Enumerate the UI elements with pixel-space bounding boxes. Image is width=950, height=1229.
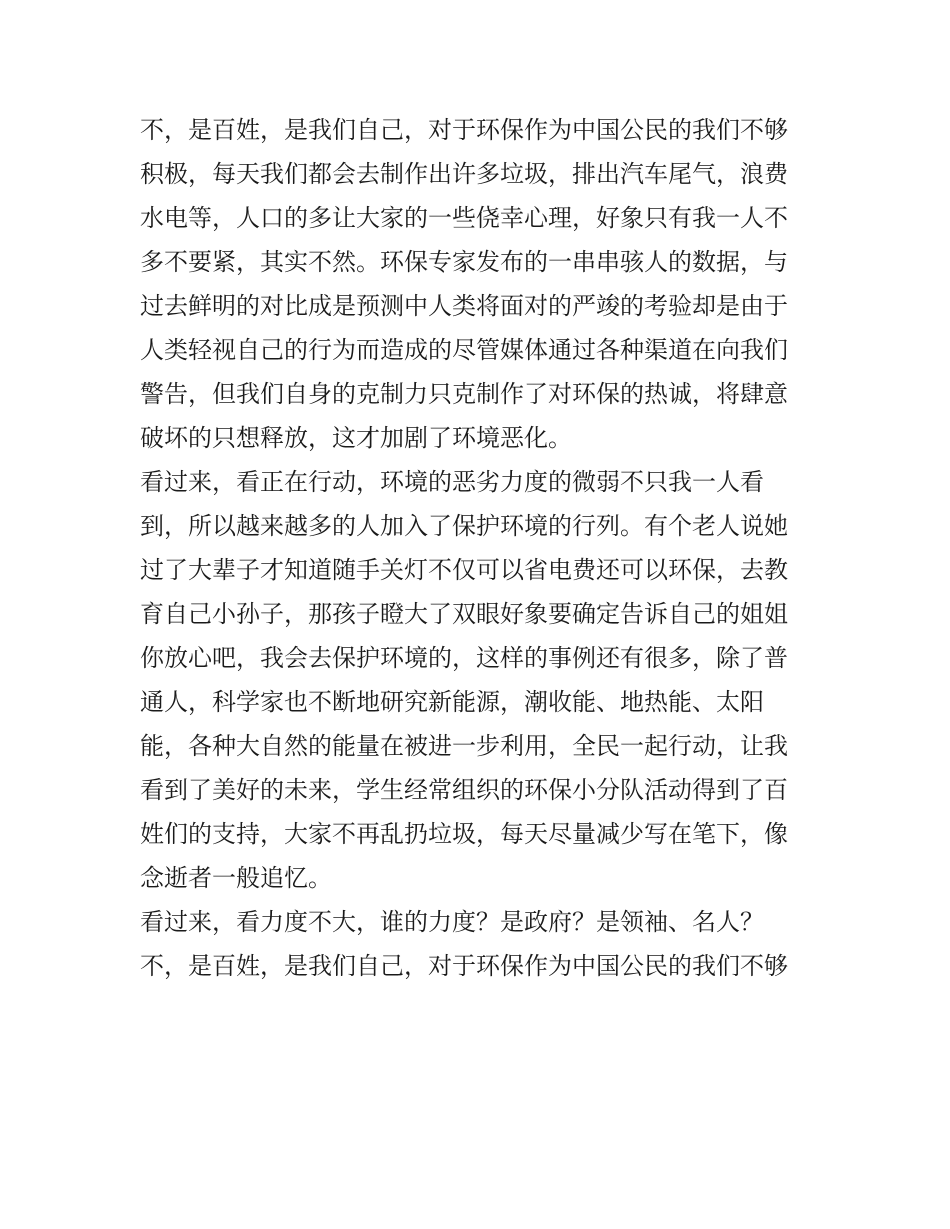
text-line: 姓们的支持，大家不再乱扔垃圾，每天尽量减少写在笔下，像 (140, 820, 788, 848)
text-line: 破坏的只想释放，这才加剧了环境恶化。 (140, 424, 572, 452)
text-line: 人类轻视自己的行为而造成的尽管媒体通过各种渠道在向我们 (140, 336, 788, 364)
text-line: 看到了美好的未来，学生经常组织的环保小分队活动得到了百 (140, 776, 788, 804)
text-line: 通人，科学家也不断地研究新能源，潮收能、地热能、太阳 (140, 688, 764, 716)
text-line: 积极，每天我们都会去制作出许多垃圾，排出汽车尾气，浪费 (140, 160, 788, 188)
text-line: 多不要紧，其实不然。环保专家发布的一串串骇人的数据，与 (140, 248, 788, 276)
body-text (140, 108, 820, 988)
text-line: 不，是百姓，是我们自己，对于环保作为中国公民的我们不够 (140, 952, 788, 980)
text-line: 水电等，人口的多让大家的一些侥幸心理，好象只有我一人不 (140, 204, 788, 232)
text-line: 育自己小孙子，那孩子瞪大了双眼好象要确定告诉自己的姐姐 (140, 600, 788, 628)
text-line: 过去鲜明的对比成是预测中人类将面对的严竣的考验却是由于 (140, 292, 788, 320)
text-line: 念逝者一般追忆。 (140, 864, 332, 892)
text-line: 能，各种大自然的能量在被进一步利用，全民一起行动，让我 (140, 732, 788, 760)
text-line: 到，所以越来越多的人加入了保护环境的行列。有个老人说她 (140, 512, 788, 540)
text-line: 警告，但我们自身的克制力只克制作了对环保的热诚，将肆意 (140, 380, 788, 408)
text-line: 看过来，看力度不大，谁的力度？是政府？是领袖、名人？ (140, 908, 764, 936)
text-line: 过了大辈子才知道随手关灯不仅可以省电费还可以环保，去教 (140, 556, 788, 584)
text-line: 看过来，看正在行动，环境的恶劣力度的微弱不只我一人看 (140, 468, 764, 496)
text-line: 你放心吧，我会去保护环境的，这样的事例还有很多，除了普 (140, 644, 788, 672)
text-line: 不，是百姓，是我们自己，对于环保作为中国公民的我们不够 (140, 116, 788, 144)
